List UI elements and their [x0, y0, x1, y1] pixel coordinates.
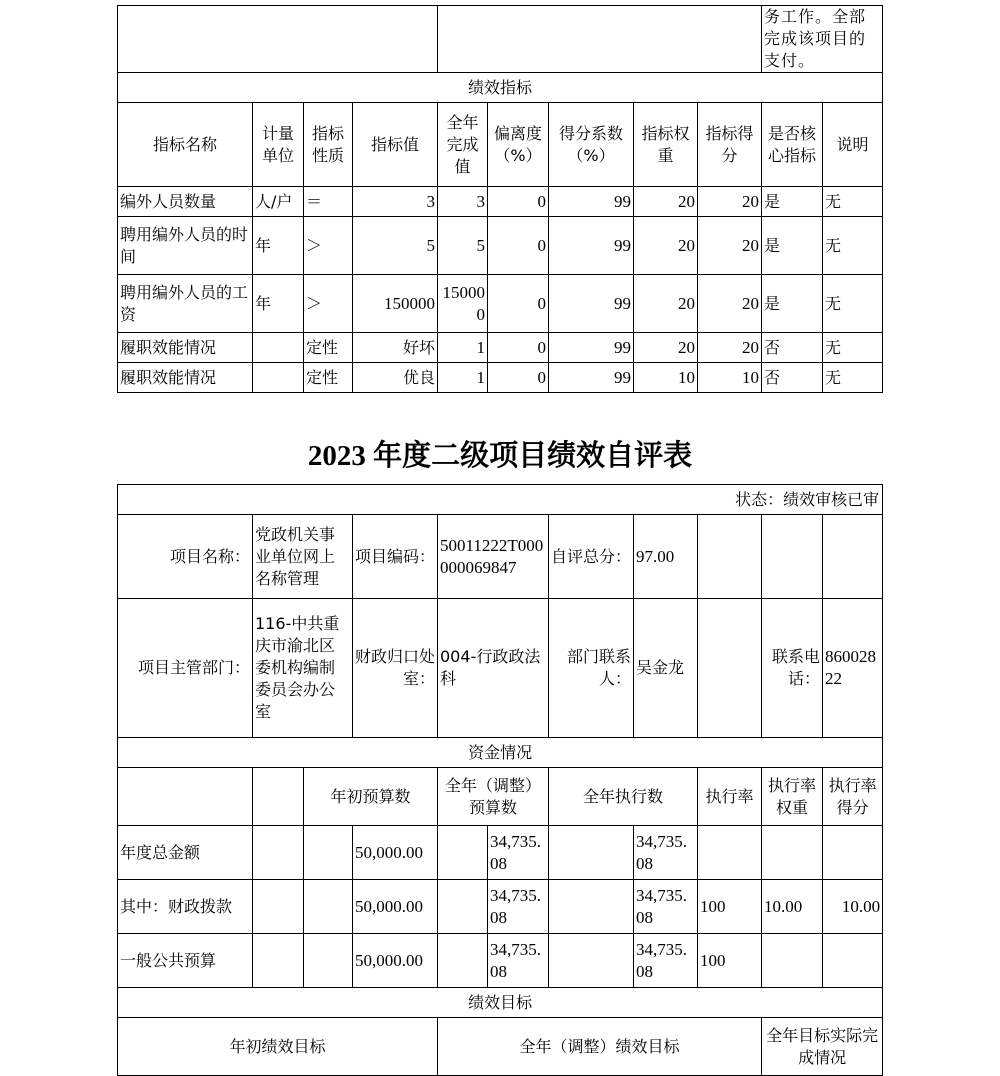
header-cell: 是否核心指标: [762, 103, 823, 187]
deviation: 0: [488, 333, 549, 363]
blank-cell: [253, 880, 304, 934]
goals-section-title: 绩效目标: [118, 988, 883, 1018]
execution-rate: 100: [698, 934, 762, 988]
performance-indicator-table: [117, 5, 883, 393]
blank-cell: [304, 880, 353, 934]
adjusted-budget: 34,735.08: [488, 826, 549, 880]
blank-cell: [118, 768, 253, 826]
finance-office: 004-行政政法科: [438, 599, 549, 738]
actual-completion-header: 全年目标实际完成情况: [762, 1018, 883, 1076]
header-cell: 得分系数（%）: [549, 103, 634, 187]
remark: 无: [823, 363, 883, 393]
unit: 人/户: [253, 187, 304, 217]
nature: ＞: [304, 217, 353, 275]
goals-header-row: [118, 1018, 883, 1076]
blank-cell: [438, 934, 488, 988]
executed-header: 全年执行数: [549, 768, 698, 826]
rate-weight: 10.00: [762, 880, 823, 934]
blank-cell: [304, 826, 353, 880]
project-code-label: 项目编码：: [353, 515, 438, 599]
remark: 无: [823, 333, 883, 363]
weight: 20: [634, 217, 698, 275]
adjusted-budget: 34,735.08: [488, 880, 549, 934]
finance-office-label: 财政归口处室：: [353, 599, 438, 738]
target-value: 5: [353, 217, 438, 275]
phone-label: 联系电话：: [762, 599, 823, 738]
table-row: [118, 187, 883, 217]
execution-rate-header: 执行率: [698, 768, 762, 826]
blank-cell: [253, 826, 304, 880]
executed-amount: 34,735.08: [634, 826, 698, 880]
status-text: 状态：绩效审核已审: [118, 485, 883, 515]
table-row: [118, 333, 883, 363]
executed-amount: 34,735.08: [634, 934, 698, 988]
funds-row: [118, 826, 883, 880]
unit: 年: [253, 275, 304, 333]
initial-budget: 50,000.00: [353, 880, 438, 934]
header-cell: 说明: [823, 103, 883, 187]
actual-value: 1: [438, 333, 488, 363]
initial-goal-header: 年初绩效目标: [118, 1018, 438, 1076]
execution-rate: 100: [698, 880, 762, 934]
project-name-label: 项目名称：: [118, 515, 253, 599]
blank-cell: [549, 880, 634, 934]
target-value: 优良: [353, 363, 438, 393]
header-cell: 指标值: [353, 103, 438, 187]
header-cell: 指标得分: [698, 103, 762, 187]
unit: [253, 363, 304, 393]
contact-person: 吴金龙: [634, 599, 698, 738]
self-evaluation-table: [117, 484, 883, 1076]
is-core: 否: [762, 363, 823, 393]
funds-row: [118, 934, 883, 988]
score: 10: [698, 363, 762, 393]
blank-cell: [304, 934, 353, 988]
rate-score: [823, 826, 883, 880]
header-cell: 指标权重: [634, 103, 698, 187]
adjusted-budget-header: 全年（调整）预算数: [438, 768, 549, 826]
target-value: 好坏: [353, 333, 438, 363]
page-title: 2023 年度二级项目绩效自评表: [307, 440, 693, 472]
blank-cell: [698, 515, 762, 599]
blank-cell: [438, 880, 488, 934]
rate-score-header: 执行率得分: [823, 768, 883, 826]
score: 20: [698, 333, 762, 363]
adjusted-budget: 34,735.08: [488, 934, 549, 988]
score: 20: [698, 275, 762, 333]
actual-value: 3: [438, 187, 488, 217]
executed-amount: 34,735.08: [634, 880, 698, 934]
score: 20: [698, 187, 762, 217]
blank-cell: [762, 515, 823, 599]
blank-cell: [253, 934, 304, 988]
nature: ＝: [304, 187, 353, 217]
deviation: 0: [488, 217, 549, 275]
initial-budget: 50,000.00: [353, 826, 438, 880]
section-title: 绩效指标: [118, 73, 883, 103]
project-code: 50011222T000000069847: [438, 515, 549, 599]
unit: 年: [253, 217, 304, 275]
score-coefficient: 99: [549, 363, 634, 393]
contact-label: 部门联系人：: [549, 599, 634, 738]
weight: 20: [634, 275, 698, 333]
unit: [253, 333, 304, 363]
rate-weight: [762, 934, 823, 988]
blank-cell: [823, 515, 883, 599]
table-row: [118, 363, 883, 393]
execution-rate: [698, 826, 762, 880]
rate-score: [823, 934, 883, 988]
is-core: 是: [762, 187, 823, 217]
score-coefficient: 99: [549, 217, 634, 275]
phone-number: 86002822: [823, 599, 883, 738]
indicator-name: 履职效能情况: [118, 363, 253, 393]
deviation: 0: [488, 187, 549, 217]
funds-row-label: 年度总金额: [118, 826, 253, 880]
blank-cell: [698, 599, 762, 738]
score-coefficient: 99: [549, 333, 634, 363]
blank-cell: [253, 768, 304, 826]
remark: 无: [823, 217, 883, 275]
rate-weight: [762, 826, 823, 880]
is-core: 是: [762, 275, 823, 333]
header-cell: 计量单位: [253, 103, 304, 187]
department: 116-中共重庆市渝北区委机构编制委员会办公室: [253, 599, 353, 738]
actual-value: 150000: [438, 275, 488, 333]
actual-value: 5: [438, 217, 488, 275]
department-label: 项目主管部门：: [118, 599, 253, 738]
score: 20: [698, 217, 762, 275]
initial-budget: 50,000.00: [353, 934, 438, 988]
weight: 20: [634, 333, 698, 363]
indicator-name: 聘用编外人员的时间: [118, 217, 253, 275]
funds-row-label: 一般公共预算: [118, 934, 253, 988]
funds-row-label: 其中：财政拨款: [118, 880, 253, 934]
score-coefficient: 99: [549, 275, 634, 333]
nature: 定性: [304, 363, 353, 393]
rate-weight-header: 执行率权重: [762, 768, 823, 826]
indicator-name: 履职效能情况: [118, 333, 253, 363]
score-coefficient: 99: [549, 187, 634, 217]
header-cell: 全年完成值: [438, 103, 488, 187]
remark: 无: [823, 275, 883, 333]
funds-section-title: 资金情况: [118, 738, 883, 768]
nature: 定性: [304, 333, 353, 363]
blank-cell: [118, 6, 438, 73]
total-score: 97.00: [634, 515, 698, 599]
actual-value: 1: [438, 363, 488, 393]
total-score-label: 自评总分：: [549, 515, 634, 599]
blank-cell: [438, 6, 762, 73]
blank-cell: [549, 934, 634, 988]
header-cell: 偏离度（%）: [488, 103, 549, 187]
funds-header-row: [118, 768, 883, 826]
initial-budget-header: 年初预算数: [304, 768, 438, 826]
project-name: 党政机关事业单位网上名称管理: [253, 515, 353, 599]
deviation: 0: [488, 363, 549, 393]
blank-cell: [549, 826, 634, 880]
target-value: 3: [353, 187, 438, 217]
indicator-name: 聘用编外人员的工资: [118, 275, 253, 333]
header-row: [118, 103, 883, 187]
table-row: [118, 217, 883, 275]
nature: ＞: [304, 275, 353, 333]
adjusted-goal-header: 全年（调整）绩效目标: [438, 1018, 762, 1076]
is-core: 否: [762, 333, 823, 363]
is-core: 是: [762, 217, 823, 275]
header-cell: 指标性质: [304, 103, 353, 187]
weight: 20: [634, 187, 698, 217]
remark: 无: [823, 187, 883, 217]
table-row: [118, 275, 883, 333]
rate-score: 10.00: [823, 880, 883, 934]
funds-row: [118, 880, 883, 934]
completion-note: 务工作。全部完成该项目的支付。: [762, 6, 883, 73]
deviation: 0: [488, 275, 549, 333]
blank-cell: [438, 826, 488, 880]
weight: 10: [634, 363, 698, 393]
indicator-name: 编外人员数量: [118, 187, 253, 217]
target-value: 150000: [353, 275, 438, 333]
header-cell: 指标名称: [118, 103, 253, 187]
